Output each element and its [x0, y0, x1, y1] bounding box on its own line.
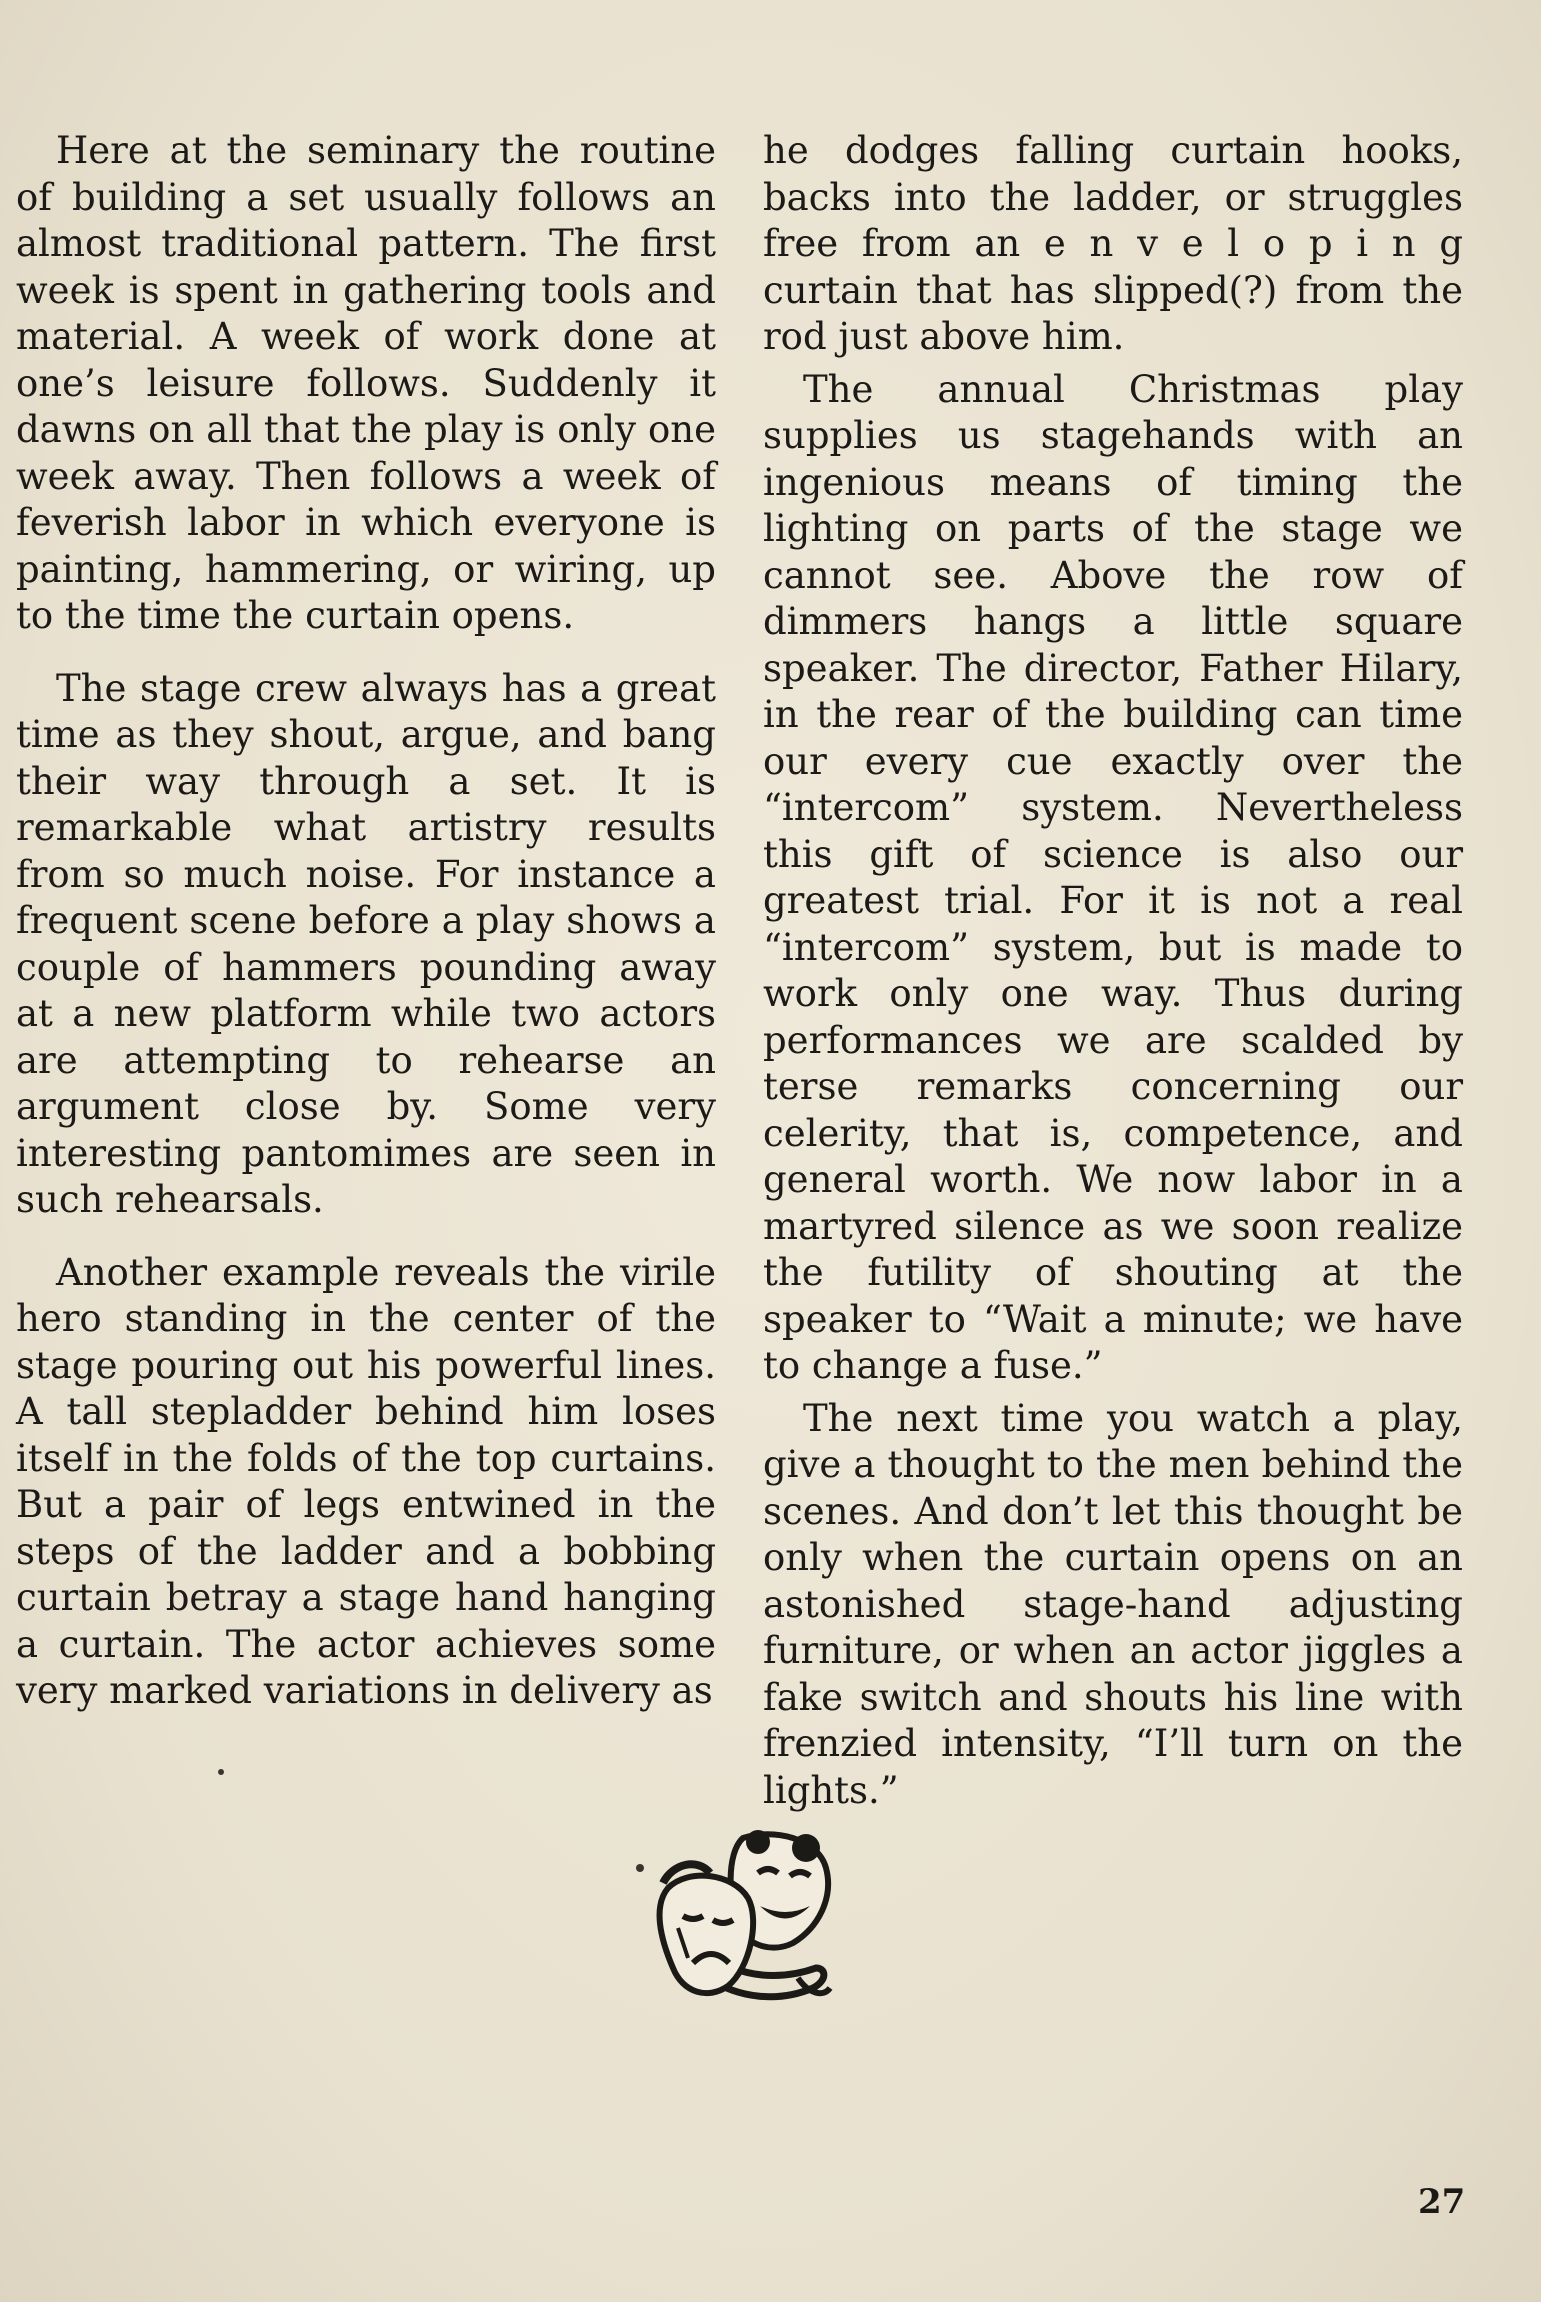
left-column [16, 128, 716, 1715]
speck [218, 1769, 224, 1775]
paragraph: he dodges falling curtain hooks, backs into the ladder, or struggles free from an e n v e l o p i n g curtain that has slipped(?) from the rod just above him. [763, 129, 1463, 358]
paragraph: The annual Christmas play supplies us stagehands with an ingenious means of timing the lighting on parts of the stage we cannot see. Above the row of dimmers hangs a little square speaker. The director, Father Hilary, in the rear of the building can time our every cue exactly over the “intercom” system. Nevertheless this gift of science is also our greatest trial. For it is not a real “intercom” system, but is made to work only one way. Thus during performances we are scalded by terse remarks concerning our celerity, that is, competence, and general worth. We now labor in a martyred silence as we soon realize the futility of shouting at the speaker to “Wait a minute; we have to change a fuse.” [763, 367, 1463, 1387]
paragraph: Here at the seminary the routine of building a set usually follows an almost traditional pattern. The first week is spent in gathering tools and material. A week of work done at one’s leisure follows. Suddenly it dawns on all that the play is only one week away. Then follows a week of feverish labor in which everyone is painting, hammering, or wiring, up to the time the curtain opens. [16, 129, 716, 637]
speck [636, 1864, 644, 1872]
right-column [763, 128, 1463, 1814]
paragraph: The next time you watch a play, give a thought to the men behind the scenes. And don’t let this thought be only when the curtain opens on an astonished stage-hand adjusting furniture, or when an actor jiggles a fake switch and shouts his line with frenzied intensity, “I’ll turn on the lights.” [763, 1396, 1463, 1812]
paragraph: The stage crew always has a great time as they shout, argue, and bang their way through a set. It is remarkable what artistry results from so much noise. For instance a frequent scene before a play shows a couple of hammers pounding away at a new platform while two actors are attempting to rehearse an argument close by. Some very interesting pantomimes are seen in such rehearsals. [16, 666, 716, 1221]
paragraph: Another example reveals the virile hero standing in the center of the stage pouring out his powerful lines. A tall stepladder behind him loses itself in the folds of the top curtains. But a pair of legs entwined in the steps of the ladder and a bobbing curtain betray a stage hand hanging a curtain. The actor achieves some very marked variations in delivery as [16, 1250, 716, 1712]
comedy-tragedy-masks-icon [648, 1828, 848, 2018]
page-number: 27 [1418, 2182, 1466, 2222]
